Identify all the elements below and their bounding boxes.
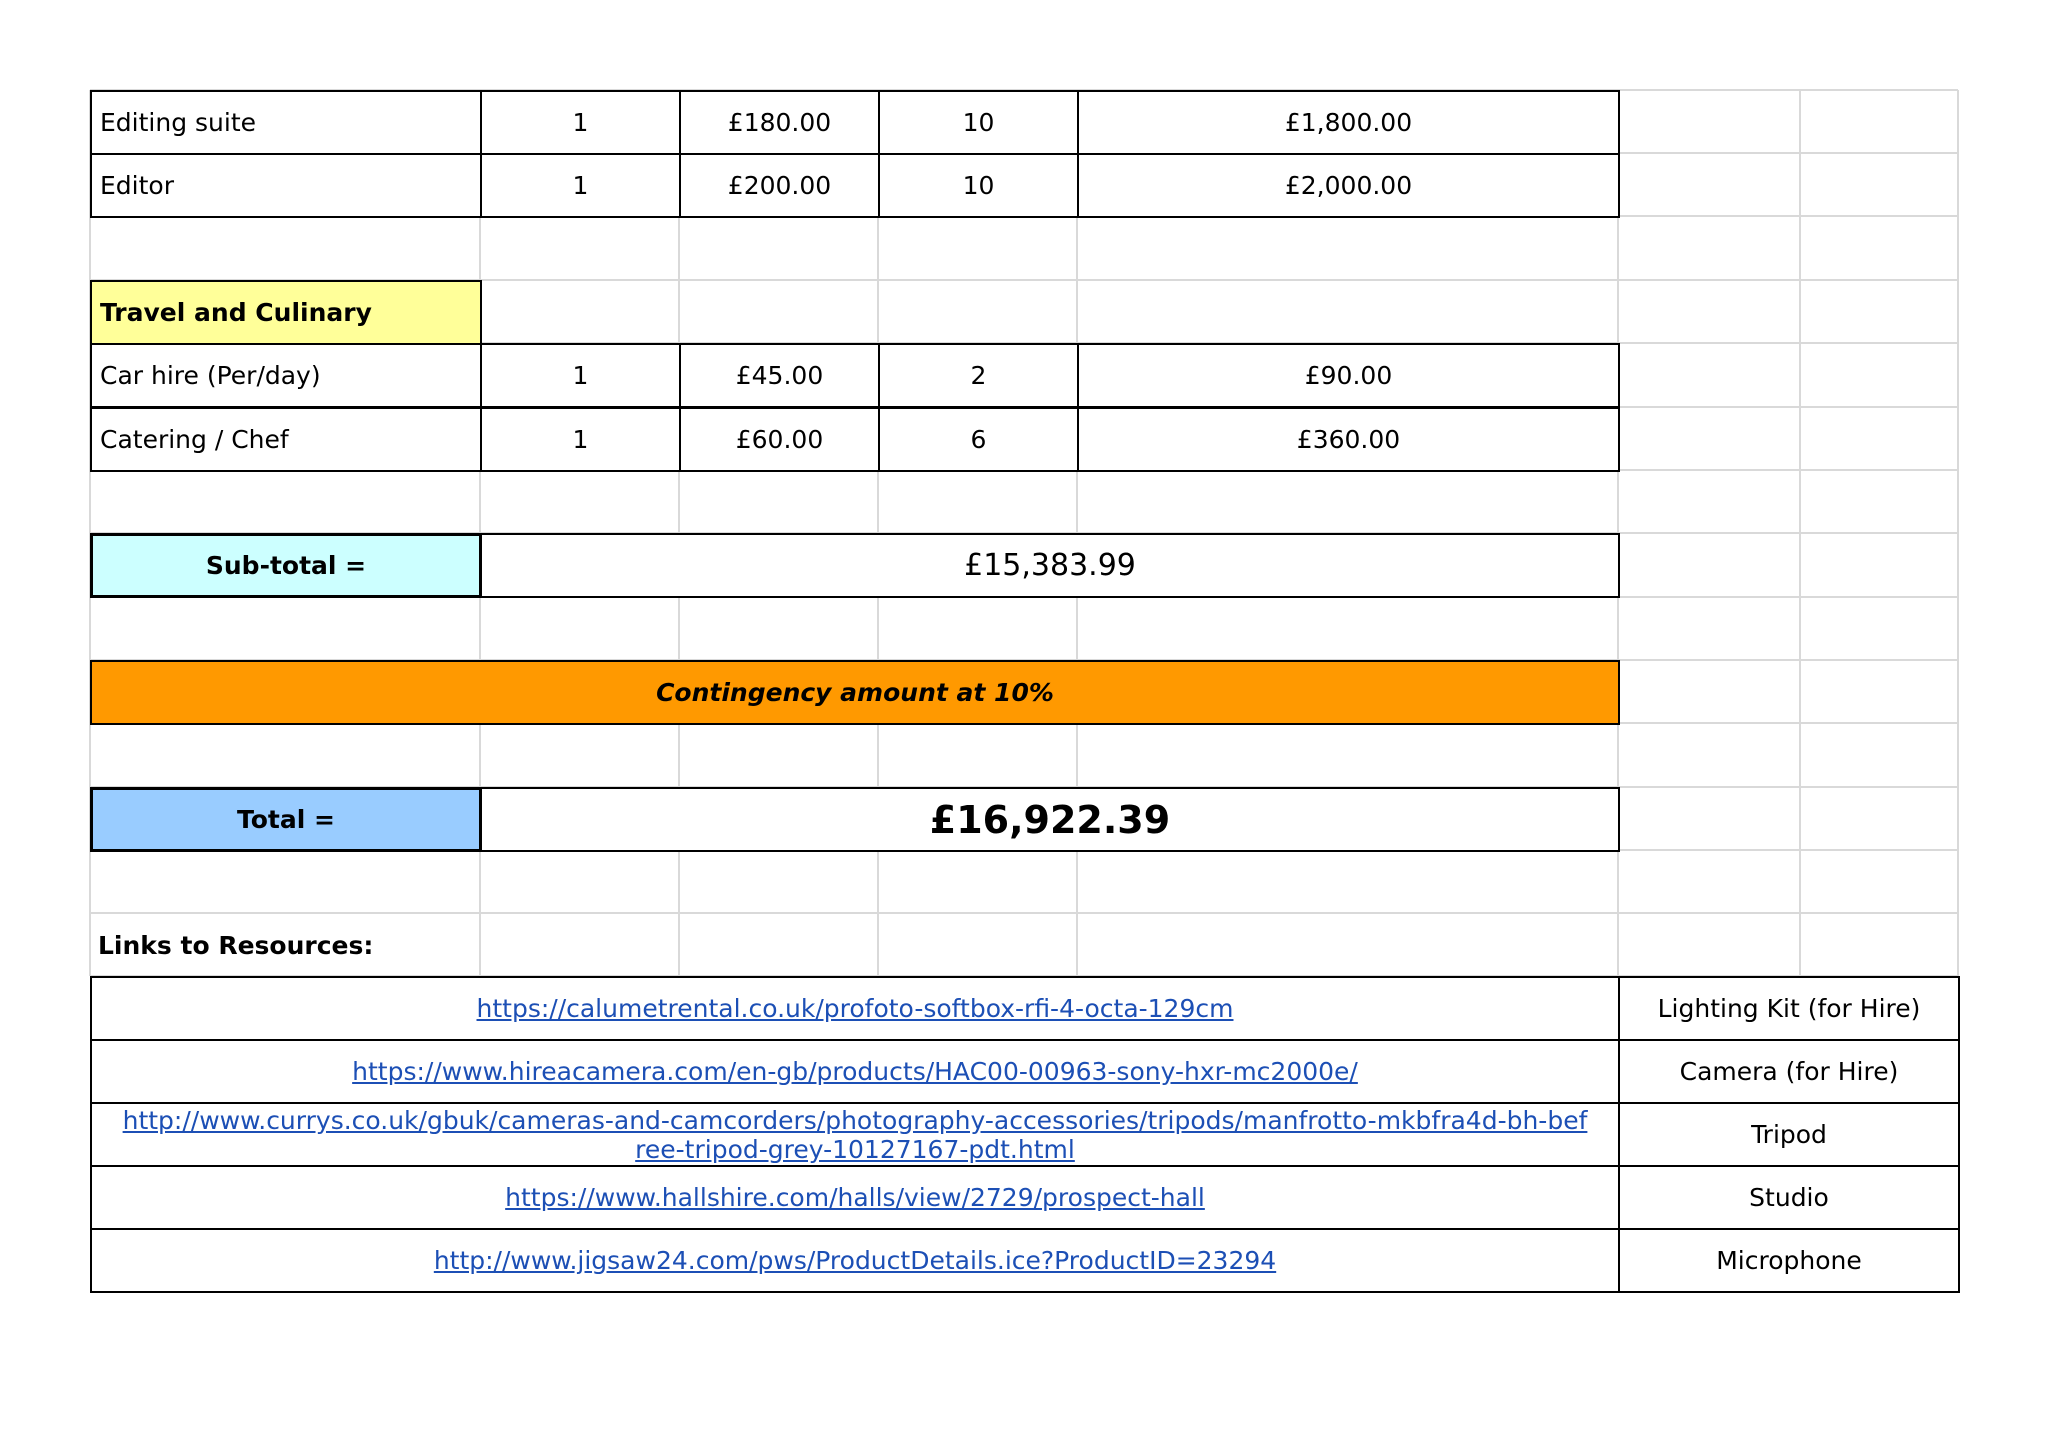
subtotal-value: £15,383.99 <box>480 533 1620 598</box>
resource-link-studio[interactable]: https://www.hallshire.com/halls/view/2729/prospect-hall <box>505 1183 1205 1212</box>
travel-section-heading: Travel and Culinary <box>90 280 482 345</box>
row-car-hire-rate: £45.00 <box>679 343 880 408</box>
row-catering-cost: £360.00 <box>1077 407 1620 472</box>
row-editor-units: 10 <box>878 153 1079 218</box>
row-catering-rate: £60.00 <box>679 407 880 472</box>
row-editor-item: Editor <box>90 153 482 218</box>
resource-label-tripod: Tripod <box>1618 1102 1960 1167</box>
row-editor-qty: 1 <box>480 153 681 218</box>
row-editor-rate: £200.00 <box>679 153 880 218</box>
total-value: £16,922.39 <box>480 787 1620 852</box>
resource-label-microphone: Microphone <box>1618 1228 1960 1293</box>
row-editor-cost: £2,000.00 <box>1077 153 1620 218</box>
resource-row <box>90 1039 1620 1104</box>
subtotal-label: Sub-total = <box>90 533 482 598</box>
row-editing-suite-units: 10 <box>878 90 1079 155</box>
row-catering-item: Catering / Chef <box>90 407 482 472</box>
row-car-hire-cost: £90.00 <box>1077 343 1620 408</box>
row-editing-suite-rate: £180.00 <box>679 90 880 155</box>
row-catering-units: 6 <box>878 407 1079 472</box>
row-catering-qty: 1 <box>480 407 681 472</box>
row-car-hire-item: Car hire (Per/day) <box>90 343 482 408</box>
resource-link-tripod[interactable]: http://www.currys.co.uk/gbuk/cameras-and-camcorders/photography-accessories/tripods/manfrotto-mkbfra4d-bh-befree-tripod-grey-10127167-pdt.html <box>122 1105 1588 1164</box>
resource-label-lighting: Lighting Kit (for Hire) <box>1618 976 1960 1041</box>
row-car-hire-units: 2 <box>878 343 1079 408</box>
row-editing-suite-qty: 1 <box>480 90 681 155</box>
resource-link-lighting[interactable]: https://calumetrental.co.uk/profoto-softbox-rfi-4-octa-129cm <box>476 994 1234 1023</box>
row-editing-suite-item: Editing suite <box>90 90 482 155</box>
resource-row <box>90 1102 1620 1167</box>
resource-row <box>90 1165 1620 1230</box>
resource-row <box>90 976 1620 1041</box>
contingency-banner: Contingency amount at 10% <box>90 660 1620 725</box>
resource-label-camera: Camera (for Hire) <box>1618 1039 1960 1104</box>
row-editing-suite-cost: £1,800.00 <box>1077 90 1620 155</box>
resource-row <box>90 1228 1620 1293</box>
resource-label-studio: Studio <box>1618 1165 1960 1230</box>
total-label: Total = <box>90 787 482 852</box>
resource-link-microphone[interactable]: http://www.jigsaw24.com/pws/ProductDetails.ice?ProductID=23294 <box>433 1246 1277 1275</box>
resources-heading: Links to Resources: <box>98 931 374 960</box>
row-car-hire-qty: 1 <box>480 343 681 408</box>
resource-link-camera[interactable]: https://www.hireacamera.com/en-gb/products/HAC00-00963-sony-hxr-mc2000e/ <box>352 1057 1358 1086</box>
